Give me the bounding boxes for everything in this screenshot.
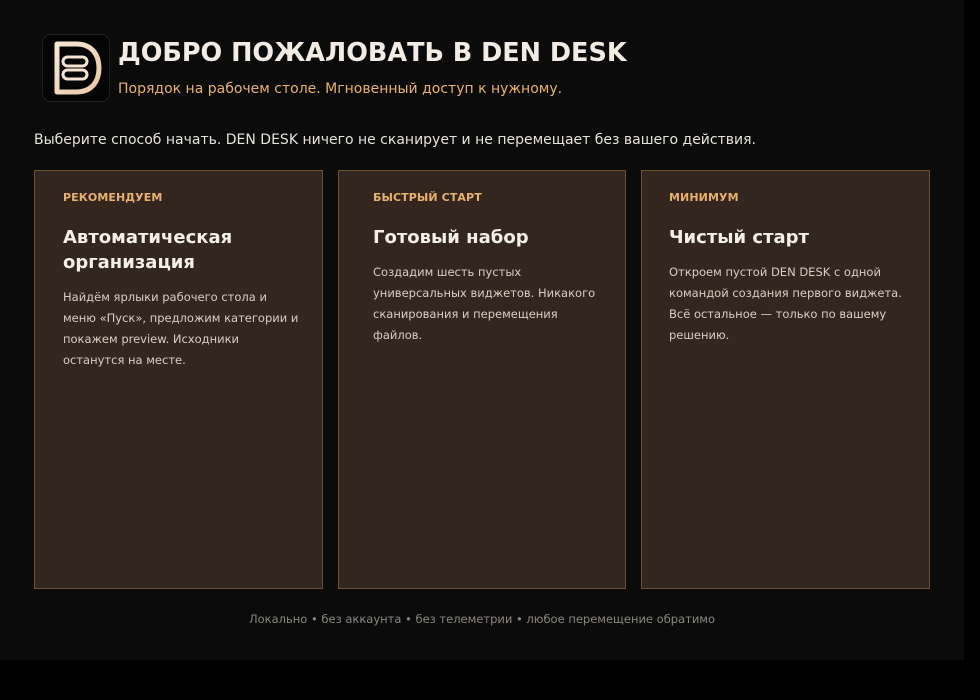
card-title: Готовый набор xyxy=(373,227,529,248)
card-tag: БЫСТРЫЙ СТАРТ xyxy=(373,191,482,204)
option-card-auto-organize[interactable] xyxy=(34,170,323,589)
option-card-ready-set[interactable] xyxy=(338,170,626,589)
card-tag: МИНИМУМ xyxy=(669,191,739,204)
card-title: Чистый старт xyxy=(669,227,809,248)
card-tag: РЕКОМЕНДУЕМ xyxy=(63,191,163,204)
card-description: Найдём ярлыки рабочего стола и меню «Пуск», предложим категории и покажем preview. Исходники останутся на месте. xyxy=(63,290,299,367)
card-title: Автоматическая организация xyxy=(63,227,233,273)
den-desk-logo-icon xyxy=(42,34,110,102)
intro-text: Выберите способ начать. DEN DESK ничего не сканирует и не перемещает без вашего действия. xyxy=(34,132,756,148)
footer-note: Локально • без аккаунта • без телеметрии • любое перемещение обратимо xyxy=(248,612,716,626)
page-subtitle: Порядок на рабочем столе. Мгновенный доступ к нужному. xyxy=(118,81,563,97)
page-title: ДОБРО ПОЖАЛОВАТЬ В DEN DESK xyxy=(118,38,627,68)
card-description: Откроем пустой DEN DESK с одной командой создания первого виджета. Всё остальное — только по вашему решению. xyxy=(669,265,902,342)
card-description: Создадим шесть пустых универсальных виджетов. Никакого сканирования и перемещения файлов. xyxy=(373,265,596,342)
option-card-clean-start[interactable] xyxy=(641,170,930,589)
